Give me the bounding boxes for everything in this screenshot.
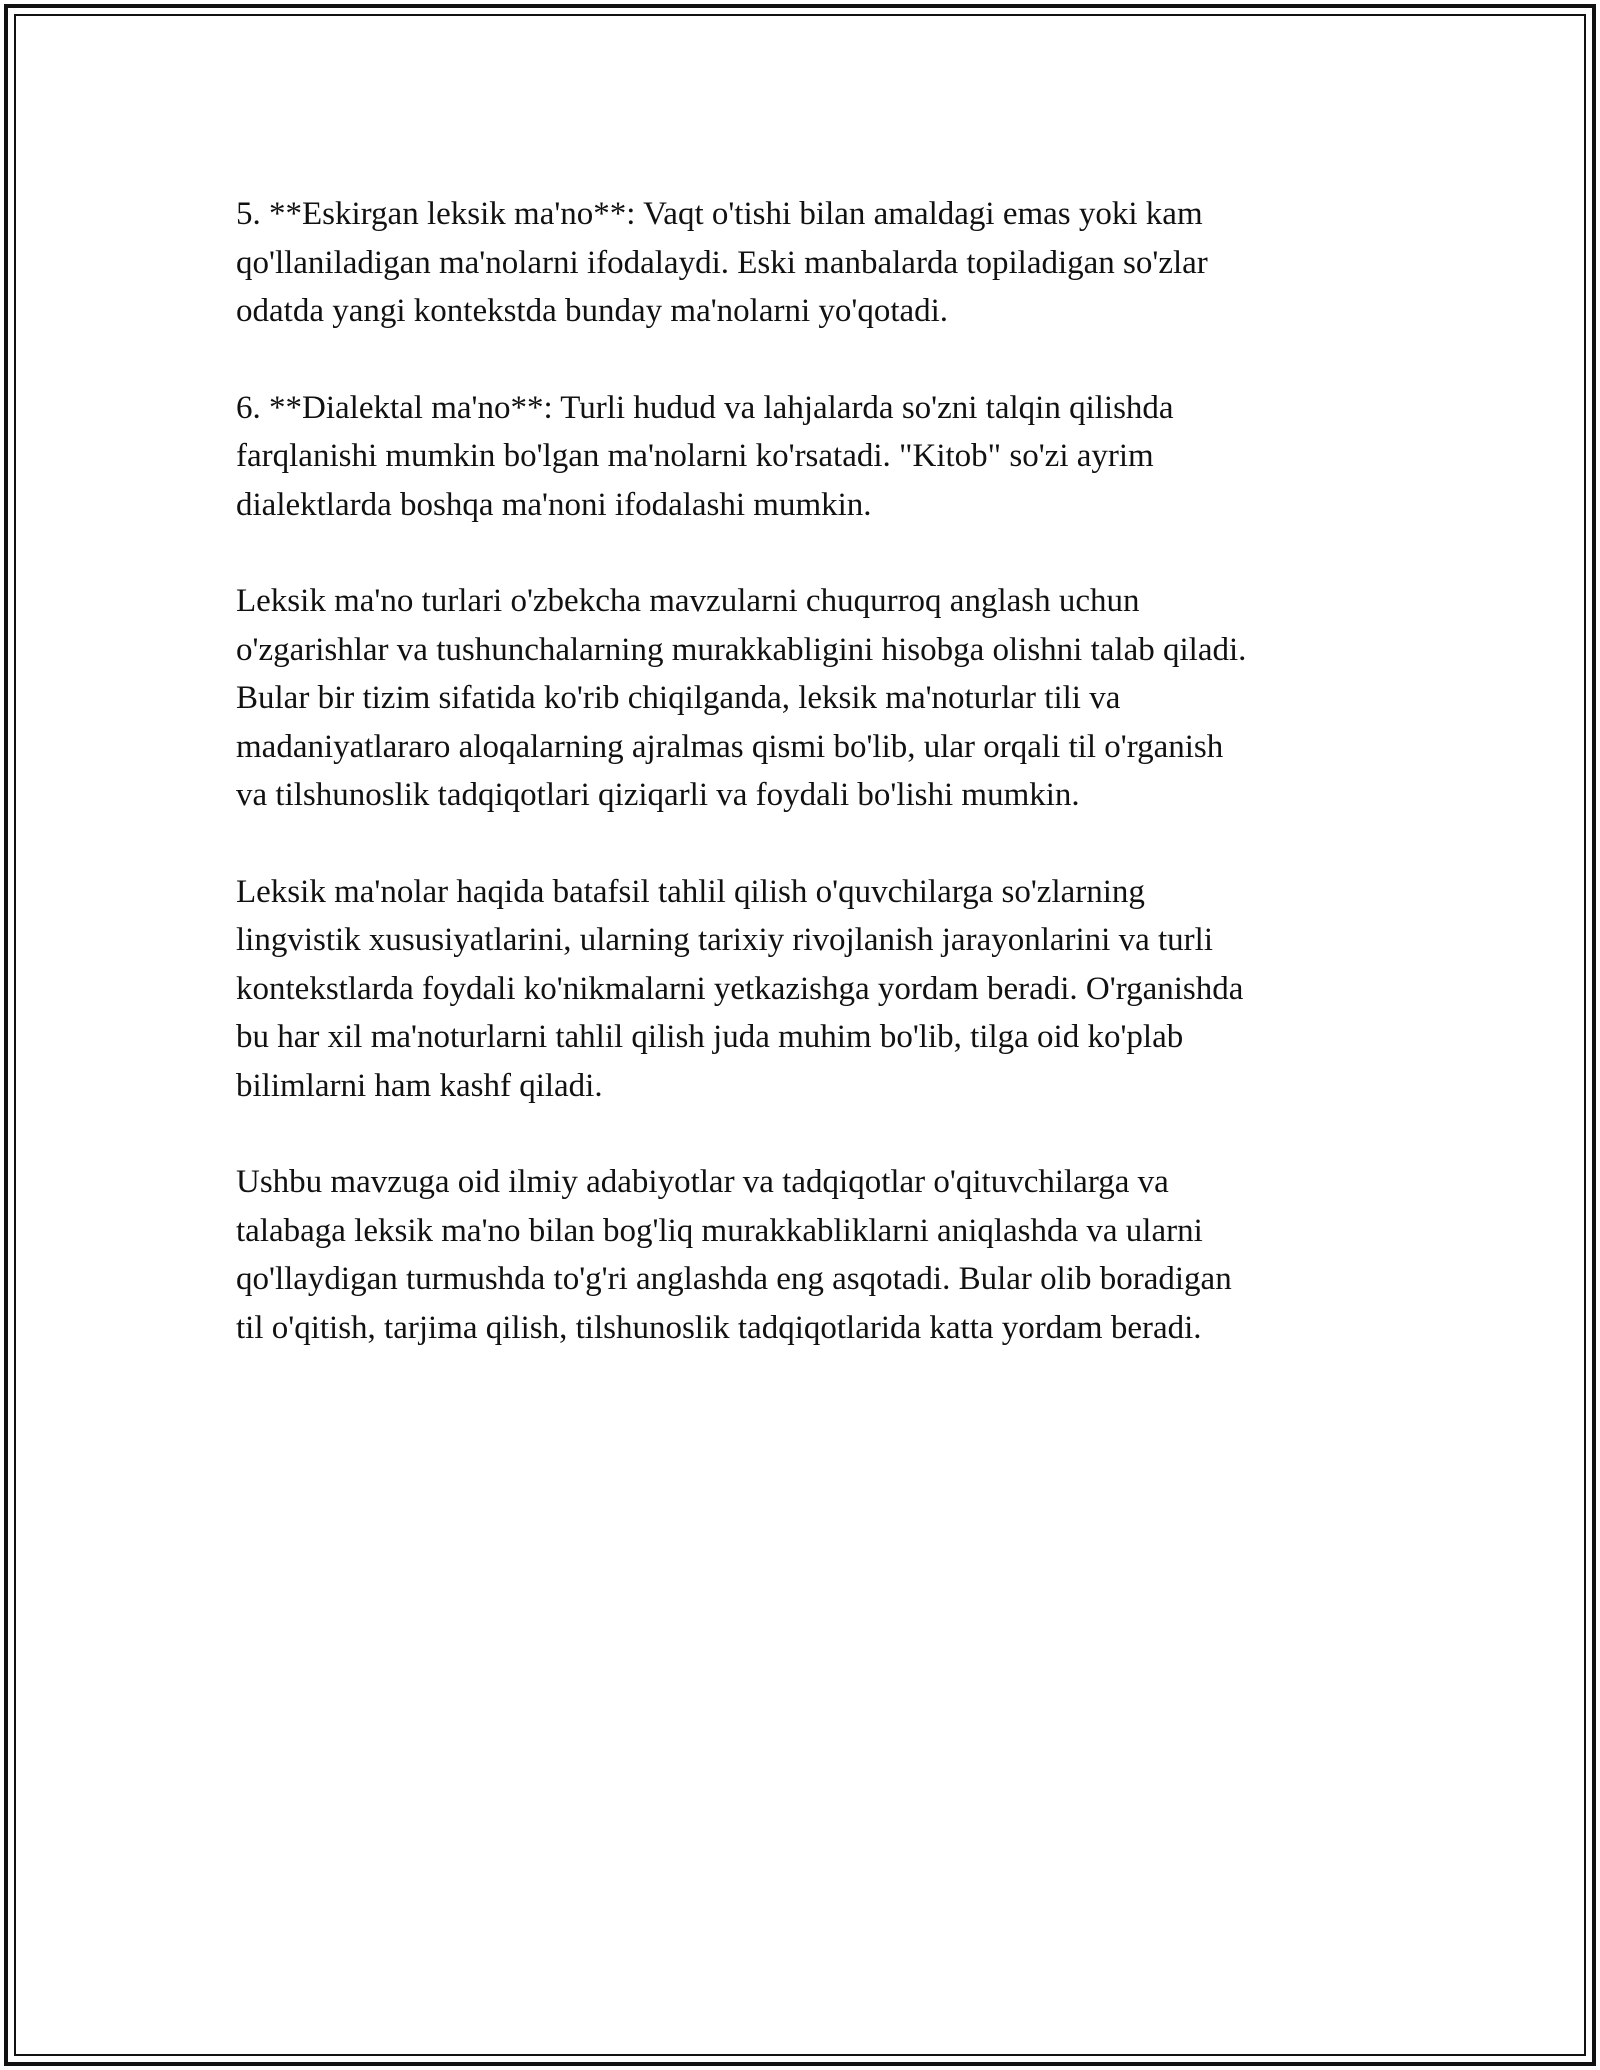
paragraph-eskirgan-mano: 5. **Eskirgan leksik ma'no**: Vaqt o'tishi bilan amaldagi emas yoki kam qo'llaniladigan ma'nolarni ifodalaydi. Eski manbalarda topiladigan so'zlar odatda yangi kontekstda bunday ma'nolarni yo'qotadi. xyxy=(236,196,1208,329)
paragraph-leksik-mano-turlari: Leksik ma'no turlari o'zbekcha mavzularni chuqurroq anglash uchun o'zgarishlar va tushunchalarning murakkabligini hisobga olishni talab qiladi. Bular bir tizim sifatida ko'rib chiqilganda, leksik ma'noturlar tili va madaniyatlararo aloqalarning ajralmas qismi bo'lib, ular orqali til o'rganish va tilshunoslik tadqiqotlari qiziqarli va foydali bo'lishi mumkin. xyxy=(236,583,1247,813)
paragraph-dialektal-mano: 6. **Dialektal ma'no**: Turli hudud va lahjalarda so'zni talqin qilishda farqlanishi mumkin bo'lgan ma'nolarni ko'rsatadi. "Kitob" so'zi ayrim dialektlarda boshqa ma'noni ifodalashi mumkin. xyxy=(236,389,1174,523)
document-body xyxy=(236,190,1376,1400)
paragraph-leksik-manolar-tahlil: Leksik ma'nolar haqida batafsil tahlil qilish o'quvchilarga so'zlarning lingvistik xususiyatlarini, ularning tarixiy rivojlanish jarayonlarini va turli kontekstlarda foydali ko'nikmalarni yetkazishga yordam beradi. O'rganishda bu har xil ma'noturlarni tahlil qilish juda muhim bo'lib, tilga oid ko'plab bilimlarni ham kashf qiladi. xyxy=(236,873,1244,1104)
paragraph-ilmiy-adabiyotlar: Ushbu mavzuga oid ilmiy adabiyotlar va tadqiqotlar o'qituvchilarga va talabaga leksik ma'no bilan bog'liq murakkabliklarni aniqlashda va ularni qo'llaydigan turmushda to'g'ri anglashda eng asqotadi. Bular olib boradigan til o'qitish, tarjima qilish, tilshunoslik tadqiqotlarida katta yordam beradi. xyxy=(236,1164,1232,1346)
